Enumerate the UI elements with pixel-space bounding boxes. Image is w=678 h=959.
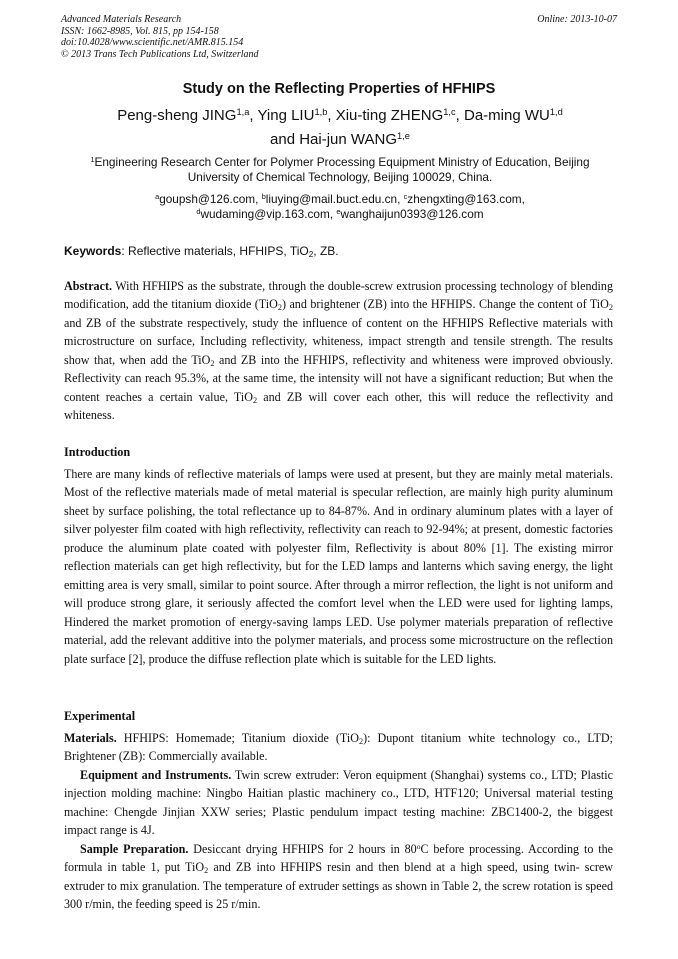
- email: $^d$wudaming@vip.163.com,: [196, 206, 337, 221]
- experimental-body: [64, 729, 613, 914]
- author: Ying LIU$^{1,b}$,: [257, 106, 336, 124]
- materials-paragraph: Materials. HFHIPS: Homemade; Titanium dioxide (TiO$_2$): Dupont titanium white technology co., LTD; Brightener (ZB): Commercially available.: [64, 731, 613, 764]
- affiliation-line-2: University of Chemical Technology, Beijing 100029, China.: [187, 170, 493, 184]
- email: $^c$zhengxting@163.com,: [403, 191, 525, 206]
- introduction-heading: Introduction: [64, 445, 131, 459]
- issn-line: ISSN: 1662-8985, Vol. 815, pp 154-158: [61, 25, 219, 37]
- paper-title: Study on the Reflecting Properties of HFHIPS: [182, 81, 496, 97]
- affiliation-line-1: Engineering Research Center for Polymer Processing Equipment Ministry of Education, Beijing: [94, 155, 590, 169]
- email-list: [60, 192, 620, 221]
- author: Da-ming WU$^{1,d}$: [464, 106, 563, 124]
- sample-paragraph: Sample Preparation. Desiccant drying HFHIPS for 2 hours in 80$^o$C before processing. According to the formula in table 1, put TiO$_2$ and ZB into HFHIPS resin and then blend at a high speed, using twin- screw extruder to mix granulation. The temperature of extruder settings as shown in Table 2, the screw rotation is speed 300 r/min, the feeding speed is 25 r/min.: [64, 841, 614, 912]
- equipment-paragraph: Equipment and Instruments. Twin screw extruder: Veron equipment (Shanghai) systems co., LTD; Plastic injection molding machine: Ningbo Haitian plastic machinery co., LTD, HTF120; Universal material testing machine: Chengde Jinjian XXW series; Plastic pendulum impact testing machine: ZBC1400-2, the biggest impact range is 4J.: [64, 767, 613, 838]
- page-header: [61, 14, 617, 60]
- email: $^e$wanghaijun0393@126.com: [336, 206, 484, 221]
- email: $^a$goupsh@126.com,: [155, 191, 262, 206]
- email: $^b$liuying@mail.buct.edu.cn,: [261, 191, 404, 206]
- author-list: [60, 104, 620, 152]
- abstract: Abstract. With HFHIPS as the substrate, through the double-screw extrusion processing technology of blending modification, add the titanium dioxide (TiO$_2$) and brightener (ZB) into the HFHIPS. Change the content of TiO$_2$ and ZB of the substrate respectively, study the influence of content on the HFHIPS Reflective materials with microstructure on surface, Including reflectivity, whiteness, impact strength and tensile strength. The results show that, when add the TiO$_2$ and ZB into the HFHIPS, reflectivity and whiteness were improved obviously. Reflectivity can reach 95.3%, at the same time, the intensity will not have a significant reduction; But when the content reaches a certain value, TiO$_2$ and ZB will cover each other, this will reduce the reflectivity and whiteness.: [64, 279, 614, 423]
- abstract-label: Abstract.: [64, 279, 113, 293]
- copyright-line: © 2013 Trans Tech Publications Ltd, Switzerland: [61, 48, 259, 60]
- journal-name: Advanced Materials Research: [61, 14, 182, 25]
- keywords: Keywords: Reflective materials, HFHIPS, TiO$_2$, ZB.: [64, 244, 339, 260]
- introduction-paragraph: There are many kinds of reflective materials of lamps were used at present, but they are mainly metal materials. Most of the reflective materials made of metal material is specular reflection, are mainly high purity aluminum sheet by surface polishing, the total reflectance up to 84-87%. And in ordinary aluminum plates with a layer of silver polyester film coated with high reflectivity, reflectivity can reach to 92-94%; at present, domestic factories produce the aluminum plate coated with polyester film, Reflectivity is about 80% [1]. The existing mirror reflection materials can get high reflectivity, but for the LED lamps and lanterns which saving energy, the light emitting area is very small, similar to point source. After through a mirror reflection, the light is not uniform and will produce strong glare, it seriously affected the comfort level when the LED were used for lighting lamps, Hindered the market promotion of energy-saving lamps LED. Use polymer materials preparation of reflective material, add the relevant additive into the polymer materials, and process some microstructure on the reflection plate surface [2], produce the diffuse reflection plate which is suitable for the LED lights.: [64, 467, 613, 666]
- experimental-heading: Experimental: [64, 709, 136, 723]
- affiliation: $^1$Engineering Research Center for Polymer Processing Equipment Ministry of Education, Beijing University of Chemical Technology, Beijing 100029, China.: [90, 154, 590, 184]
- online-date: Online: 2013-10-07: [537, 14, 617, 25]
- author: and Hai-jun WANG$^{1,e}$: [270, 130, 410, 148]
- author: Xiu-ting ZHENG$^{1,c}$,: [335, 106, 464, 124]
- keywords-label: Keywords: [64, 244, 122, 258]
- doi-line: doi:10.4028/www.scientific.net/AMR.815.154: [61, 37, 244, 48]
- author: Peng-sheng JING$^{1,a}$,: [117, 106, 258, 124]
